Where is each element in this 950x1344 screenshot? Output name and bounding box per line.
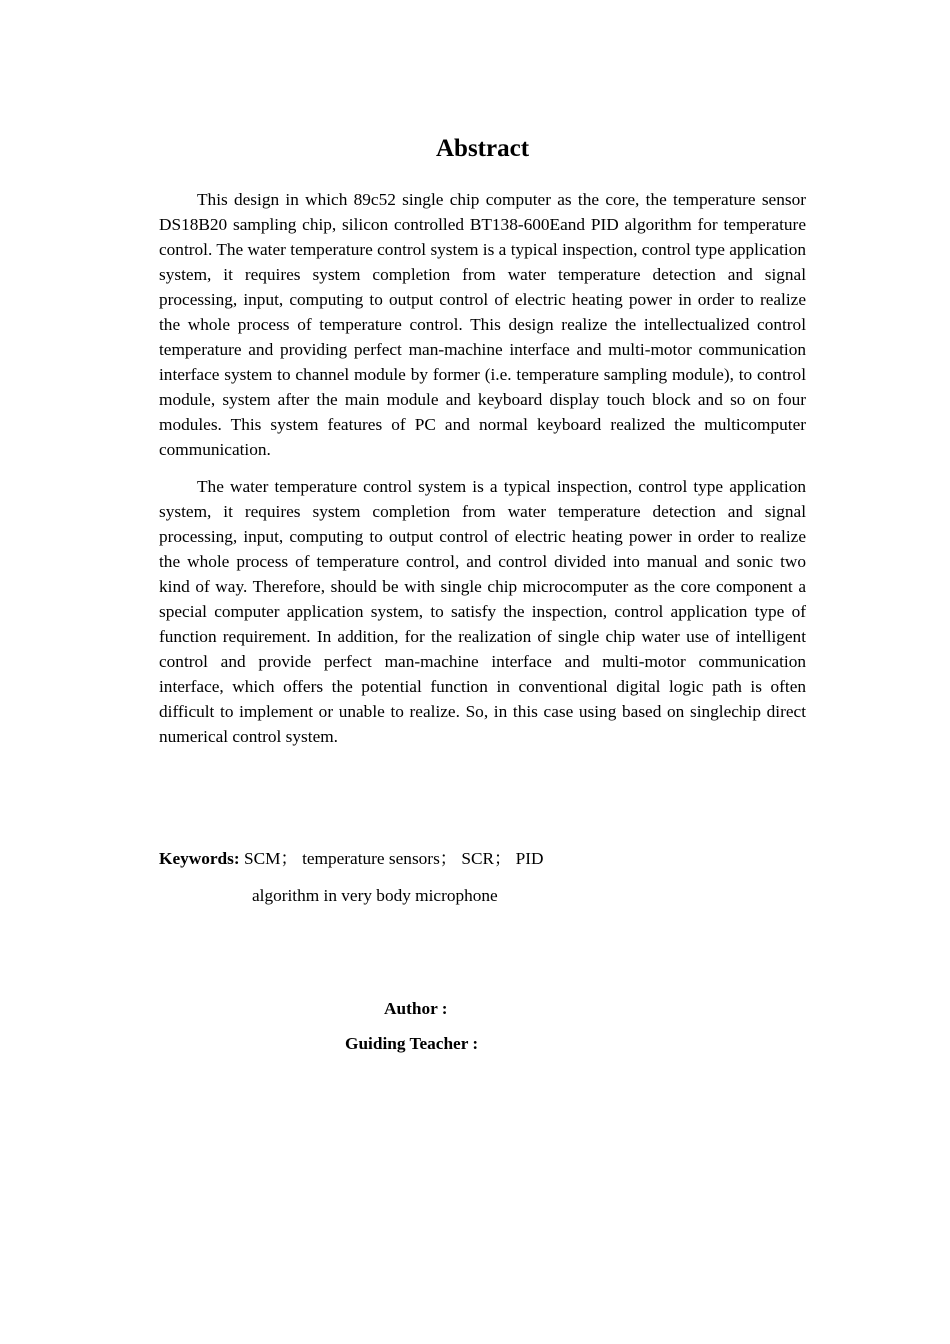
- keywords-line: [159, 846, 759, 871]
- guiding-teacher-label: Guiding Teacher :: [345, 1034, 479, 1053]
- keywords-list: SCM； temperature sensors； SCR； PID: [243, 849, 544, 868]
- abstract-paragraph-1: This design in which 89c52 single chip computer as the core, the temperature sensor DS18B20 sampling chip, silicon controlled BT138-600Eand PID algorithm for temperature control. The water temperature control system is a typical inspection, control type application system, it requires system completion from water temperature detection and signal processing, input, computing to output control of electric heating power in order to realize the whole process of temperature control. This design realize the intellectualized control temperature and providing perfect man-machine interface and multi-motor communication interface system to channel module by former (i.e. temperature sampling module), to control module, system after the main module and keyboard display touch block and so on four modules. This system features of PC and normal keyboard realized the multicomputer communication.: [159, 190, 806, 459]
- author-label: Author :: [384, 999, 448, 1018]
- abstract-paragraph-2: The water temperature control system is a typical inspection, control type application system, it requires system completion from water temperature detection and signal processing, input, computing to output control of electric heating power in order to realize the whole process of temperature control, and control divided into manual and sonic two kind of way. Therefore, should be with single chip microcomputer as the core component a special computer application system, to satisfy the inspection, control application type of function requirement. In addition, for the realization of single chip water use of intelligent control and provide perfect man-machine interface and multi-motor communication interface, which offers the potential function in conventional digital logic path is often difficult to implement or unable to realize. So, in this case using based on singlechip direct numerical control system.: [159, 477, 806, 746]
- abstract-title: Abstract: [435, 135, 530, 162]
- keywords-label: Keywords:: [159, 849, 240, 868]
- keywords-continuation: algorithm in very body microphone: [252, 886, 498, 905]
- abstract-body: [159, 187, 806, 761]
